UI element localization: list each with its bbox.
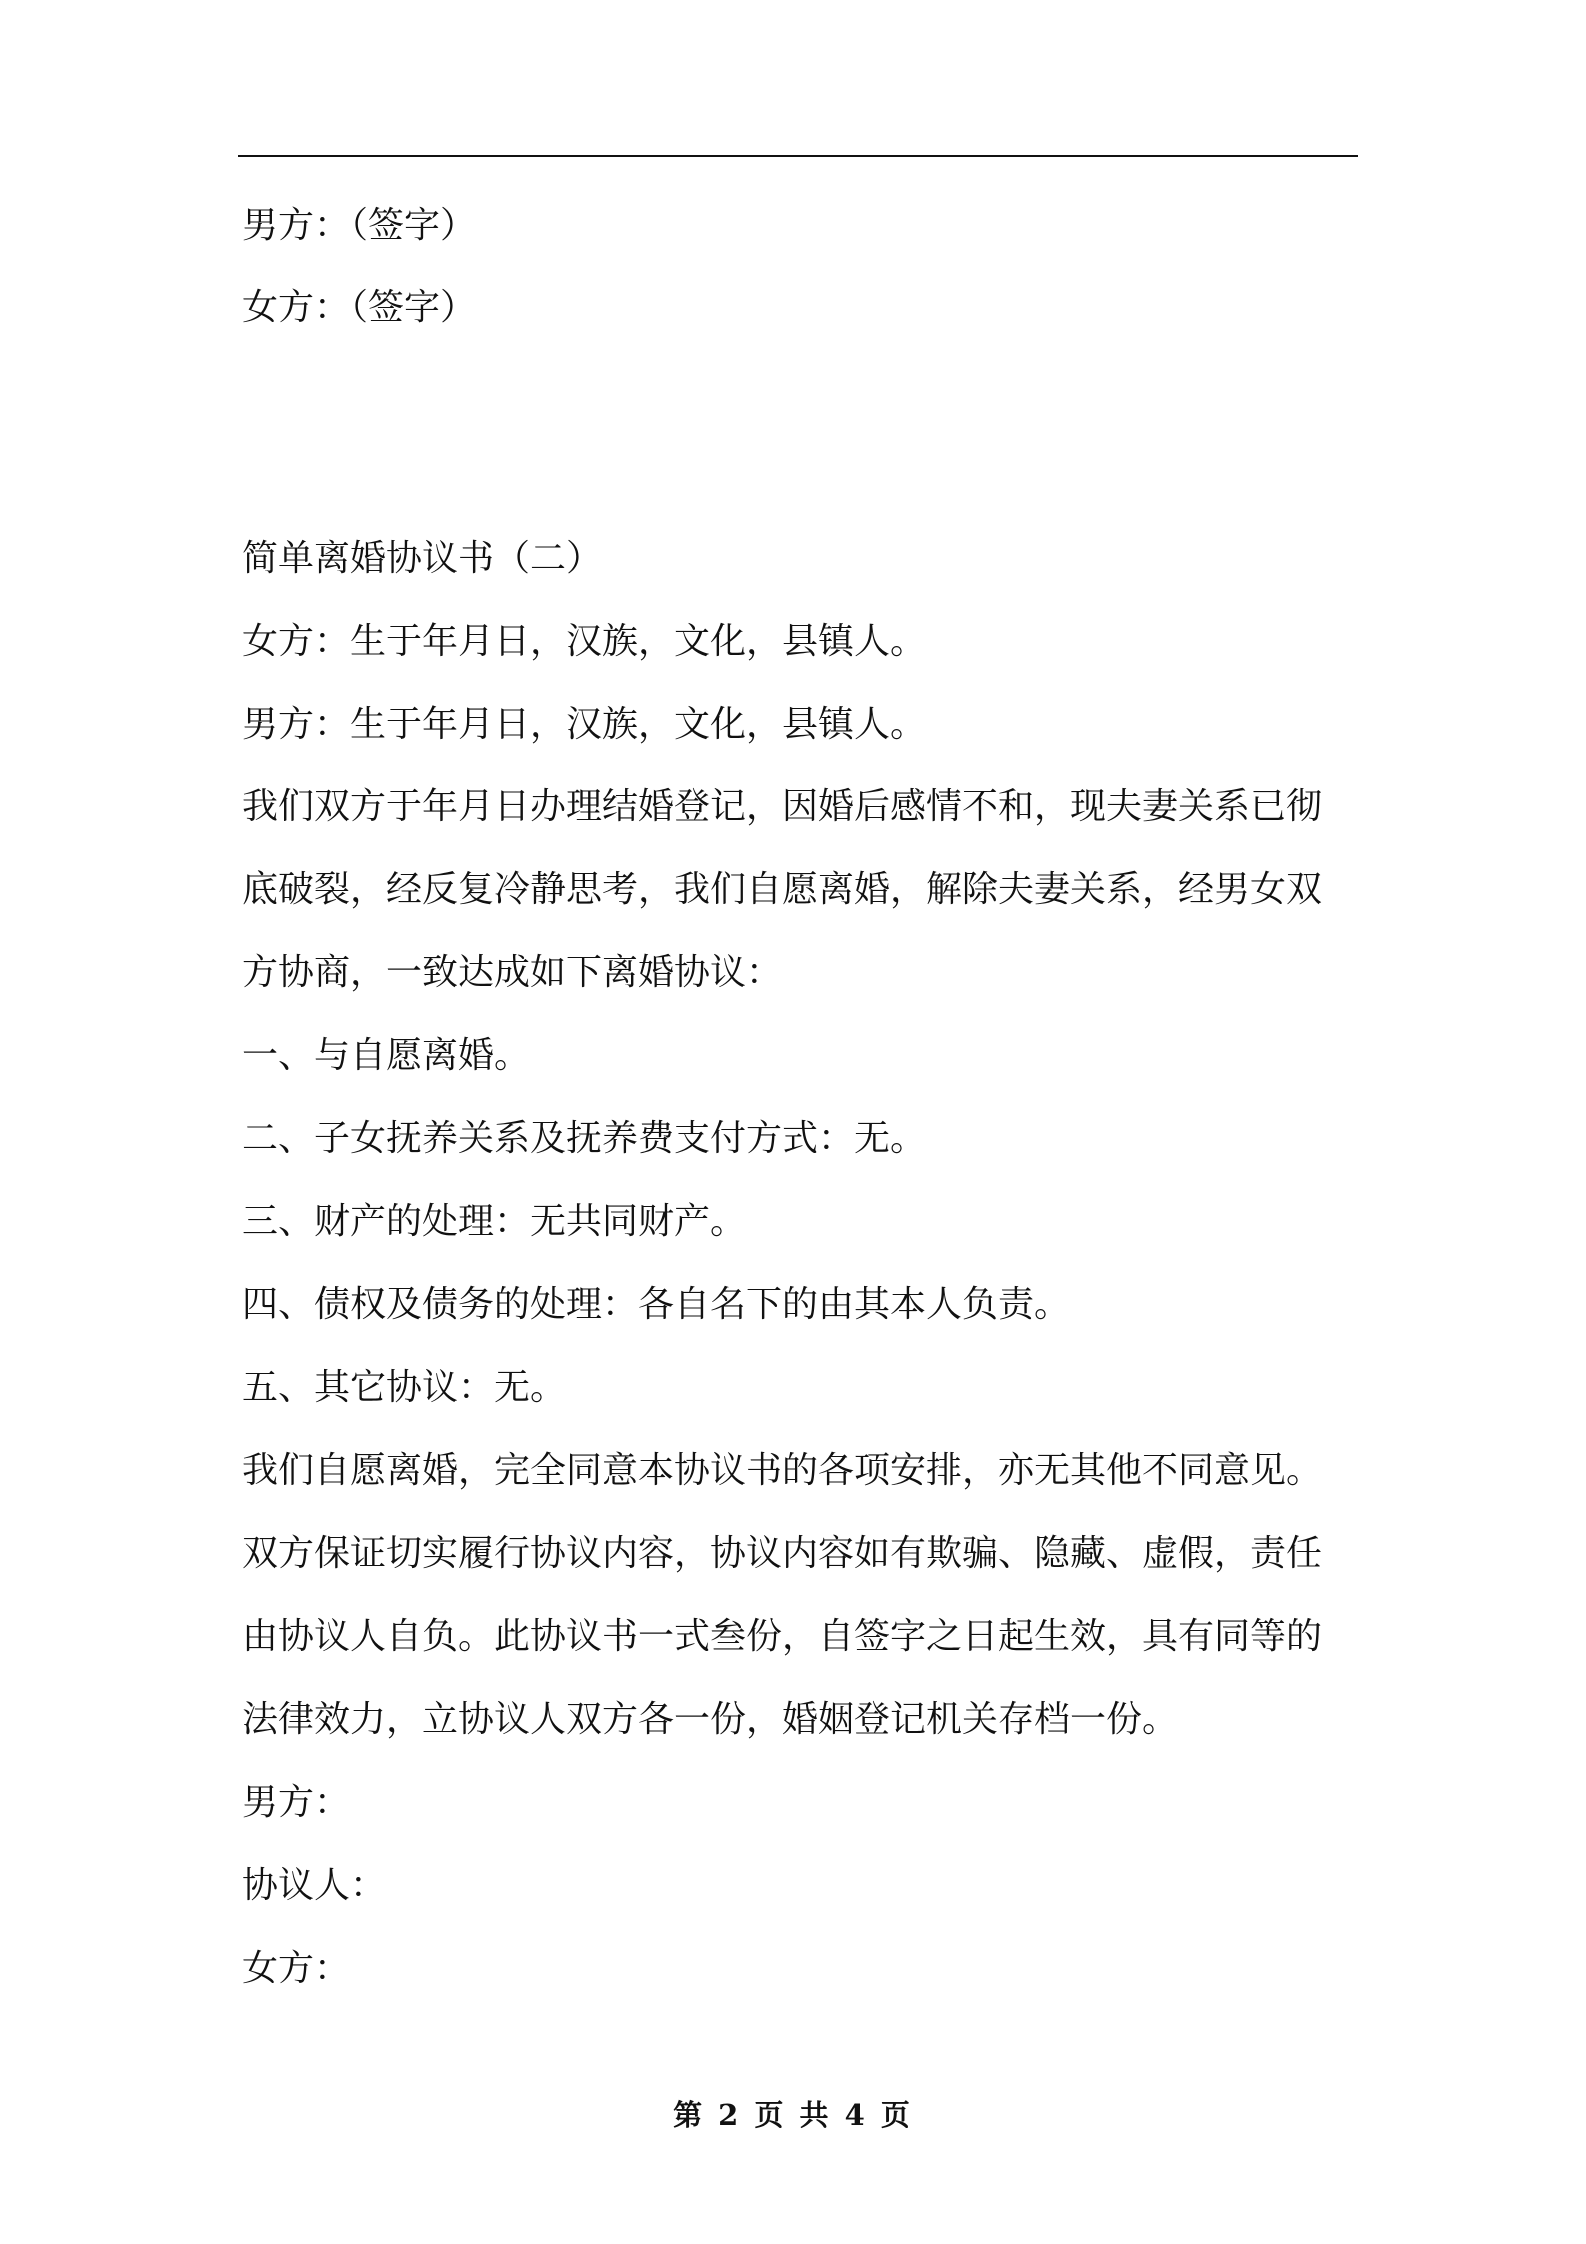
male-signature-line: 男方：（签字） [242,205,477,246]
closing-line: 我们自愿离婚，完全同意本协议书的各项安排，亦无其他不同意见。 [242,1450,1323,1491]
closing-line: 双方保证切实履行协议内容，协议内容如有欺骗、隐藏、虚假，责任 [242,1533,1323,1574]
intro-line: 我们双方于年月日办理结婚登记，因婚后感情不和，现夫妻关系已彻 [242,786,1323,827]
female-signature-line: 女方：（签字） [242,287,477,328]
page-number: 第 2 页 共 4 页 [673,2098,913,2132]
clause-item: 一、与自愿离婚。 [242,1035,531,1076]
clause-item: 三、财产的处理：无共同财产。 [242,1201,747,1242]
male-signature-field: 男方： [242,1782,351,1823]
male-info: 男方：生于年月日，汉族，文化，县镇人。 [242,704,927,745]
female-info: 女方：生于年月日，汉族，文化，县镇人。 [242,621,927,662]
intro-line: 底破裂，经反复冷静思考，我们自愿离婚，解除夫妻关系，经男女双 [242,869,1323,910]
closing-line: 法律效力，立协议人双方各一份，婚姻登记机关存档一份。 [242,1699,1179,1740]
clause-item: 五、其它协议：无。 [242,1367,567,1408]
document-title: 简单离婚协议书（二） [242,538,603,579]
intro-line: 方协商，一致达成如下离婚协议： [242,952,783,993]
party-signature-field: 协议人： [242,1865,387,1906]
clause-item: 四、债权及债务的处理：各自名下的由其本人负责。 [242,1284,1071,1325]
clause-item: 二、子女抚养关系及抚养费支付方式：无。 [242,1118,927,1159]
female-signature-field: 女方： [242,1948,351,1989]
closing-line: 由协议人自负。此协议书一式叁份，自签字之日起生效，具有同等的 [242,1616,1323,1657]
header-rule [238,155,1358,157]
